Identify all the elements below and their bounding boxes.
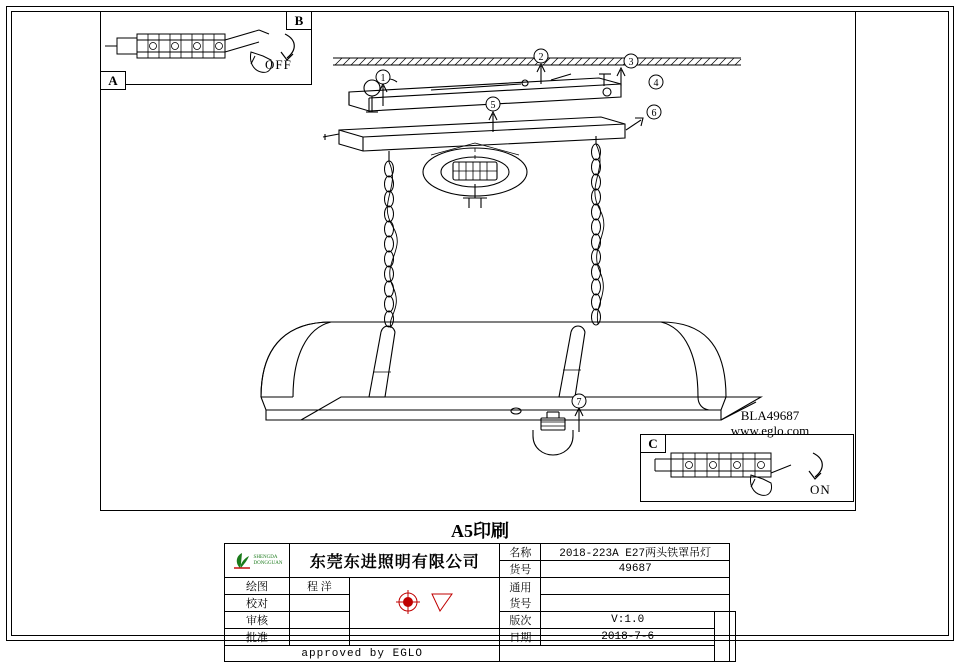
row-label-review: 审核 bbox=[225, 612, 290, 629]
logo-sub: DONGGUAN bbox=[253, 560, 283, 566]
detail-tag-c: C bbox=[640, 434, 666, 453]
row-value-check bbox=[290, 595, 350, 612]
website-text: www.eglo.com bbox=[730, 423, 810, 438]
off-label: OFF bbox=[265, 57, 292, 72]
detail-view-a bbox=[100, 11, 312, 85]
detail-tag-b: B bbox=[286, 11, 312, 30]
item-value: 49687 bbox=[541, 561, 730, 578]
logo-name: SHENGDA bbox=[253, 554, 278, 560]
common-label-line1: 通用 bbox=[509, 581, 532, 594]
company-name: 东莞东进照明有限公司 bbox=[290, 544, 500, 578]
date-value: 2018-7-6 bbox=[541, 629, 715, 646]
stamp-icon bbox=[390, 589, 460, 615]
item-label: 货号 bbox=[500, 561, 541, 578]
row-label-draw: 绘图 bbox=[225, 578, 290, 595]
callout-7: 7 bbox=[576, 397, 582, 408]
date-label: 日期 bbox=[500, 629, 541, 646]
title-block bbox=[224, 543, 736, 662]
product-code: BLA49687 bbox=[740, 408, 800, 423]
callout-1: 1 bbox=[380, 73, 386, 84]
callout-4: 4 bbox=[653, 78, 659, 89]
stamp-cell-2 bbox=[349, 629, 500, 646]
callout-2: 2 bbox=[538, 52, 544, 63]
common-label bbox=[500, 578, 541, 612]
row-value-draw: 程 洋 bbox=[290, 578, 350, 595]
blank-cell-right2 bbox=[729, 612, 735, 662]
callout-3: 3 bbox=[628, 57, 634, 68]
callout-6: 6 bbox=[651, 108, 657, 119]
version-label: 版次 bbox=[500, 612, 541, 629]
approved-blank bbox=[500, 646, 730, 662]
callout-5: 5 bbox=[490, 100, 496, 111]
approved-by: approved by EGLO bbox=[225, 646, 500, 662]
detail-tag-a: A bbox=[100, 71, 126, 90]
leaf-logo-icon bbox=[232, 552, 252, 570]
common-value-top bbox=[541, 578, 730, 595]
common-value-bottom bbox=[541, 595, 730, 612]
row-label-approve: 批准 bbox=[225, 629, 290, 646]
on-label: ON bbox=[810, 482, 831, 497]
stamp-cell bbox=[349, 578, 500, 629]
row-value-approve bbox=[290, 629, 350, 646]
brand-block bbox=[700, 408, 840, 438]
common-label-line2: 货号 bbox=[509, 597, 532, 610]
row-label-check: 校对 bbox=[225, 595, 290, 612]
row-value-review bbox=[290, 612, 350, 629]
detail-a-illustration bbox=[101, 12, 311, 84]
company-logo bbox=[225, 544, 290, 578]
name-label: 名称 bbox=[500, 544, 541, 561]
version-value: V:1.0 bbox=[541, 612, 715, 629]
product-name-value: 2018-223A E27两头铁罩吊灯 bbox=[541, 544, 730, 561]
print-title: A5印刷 bbox=[451, 521, 509, 541]
